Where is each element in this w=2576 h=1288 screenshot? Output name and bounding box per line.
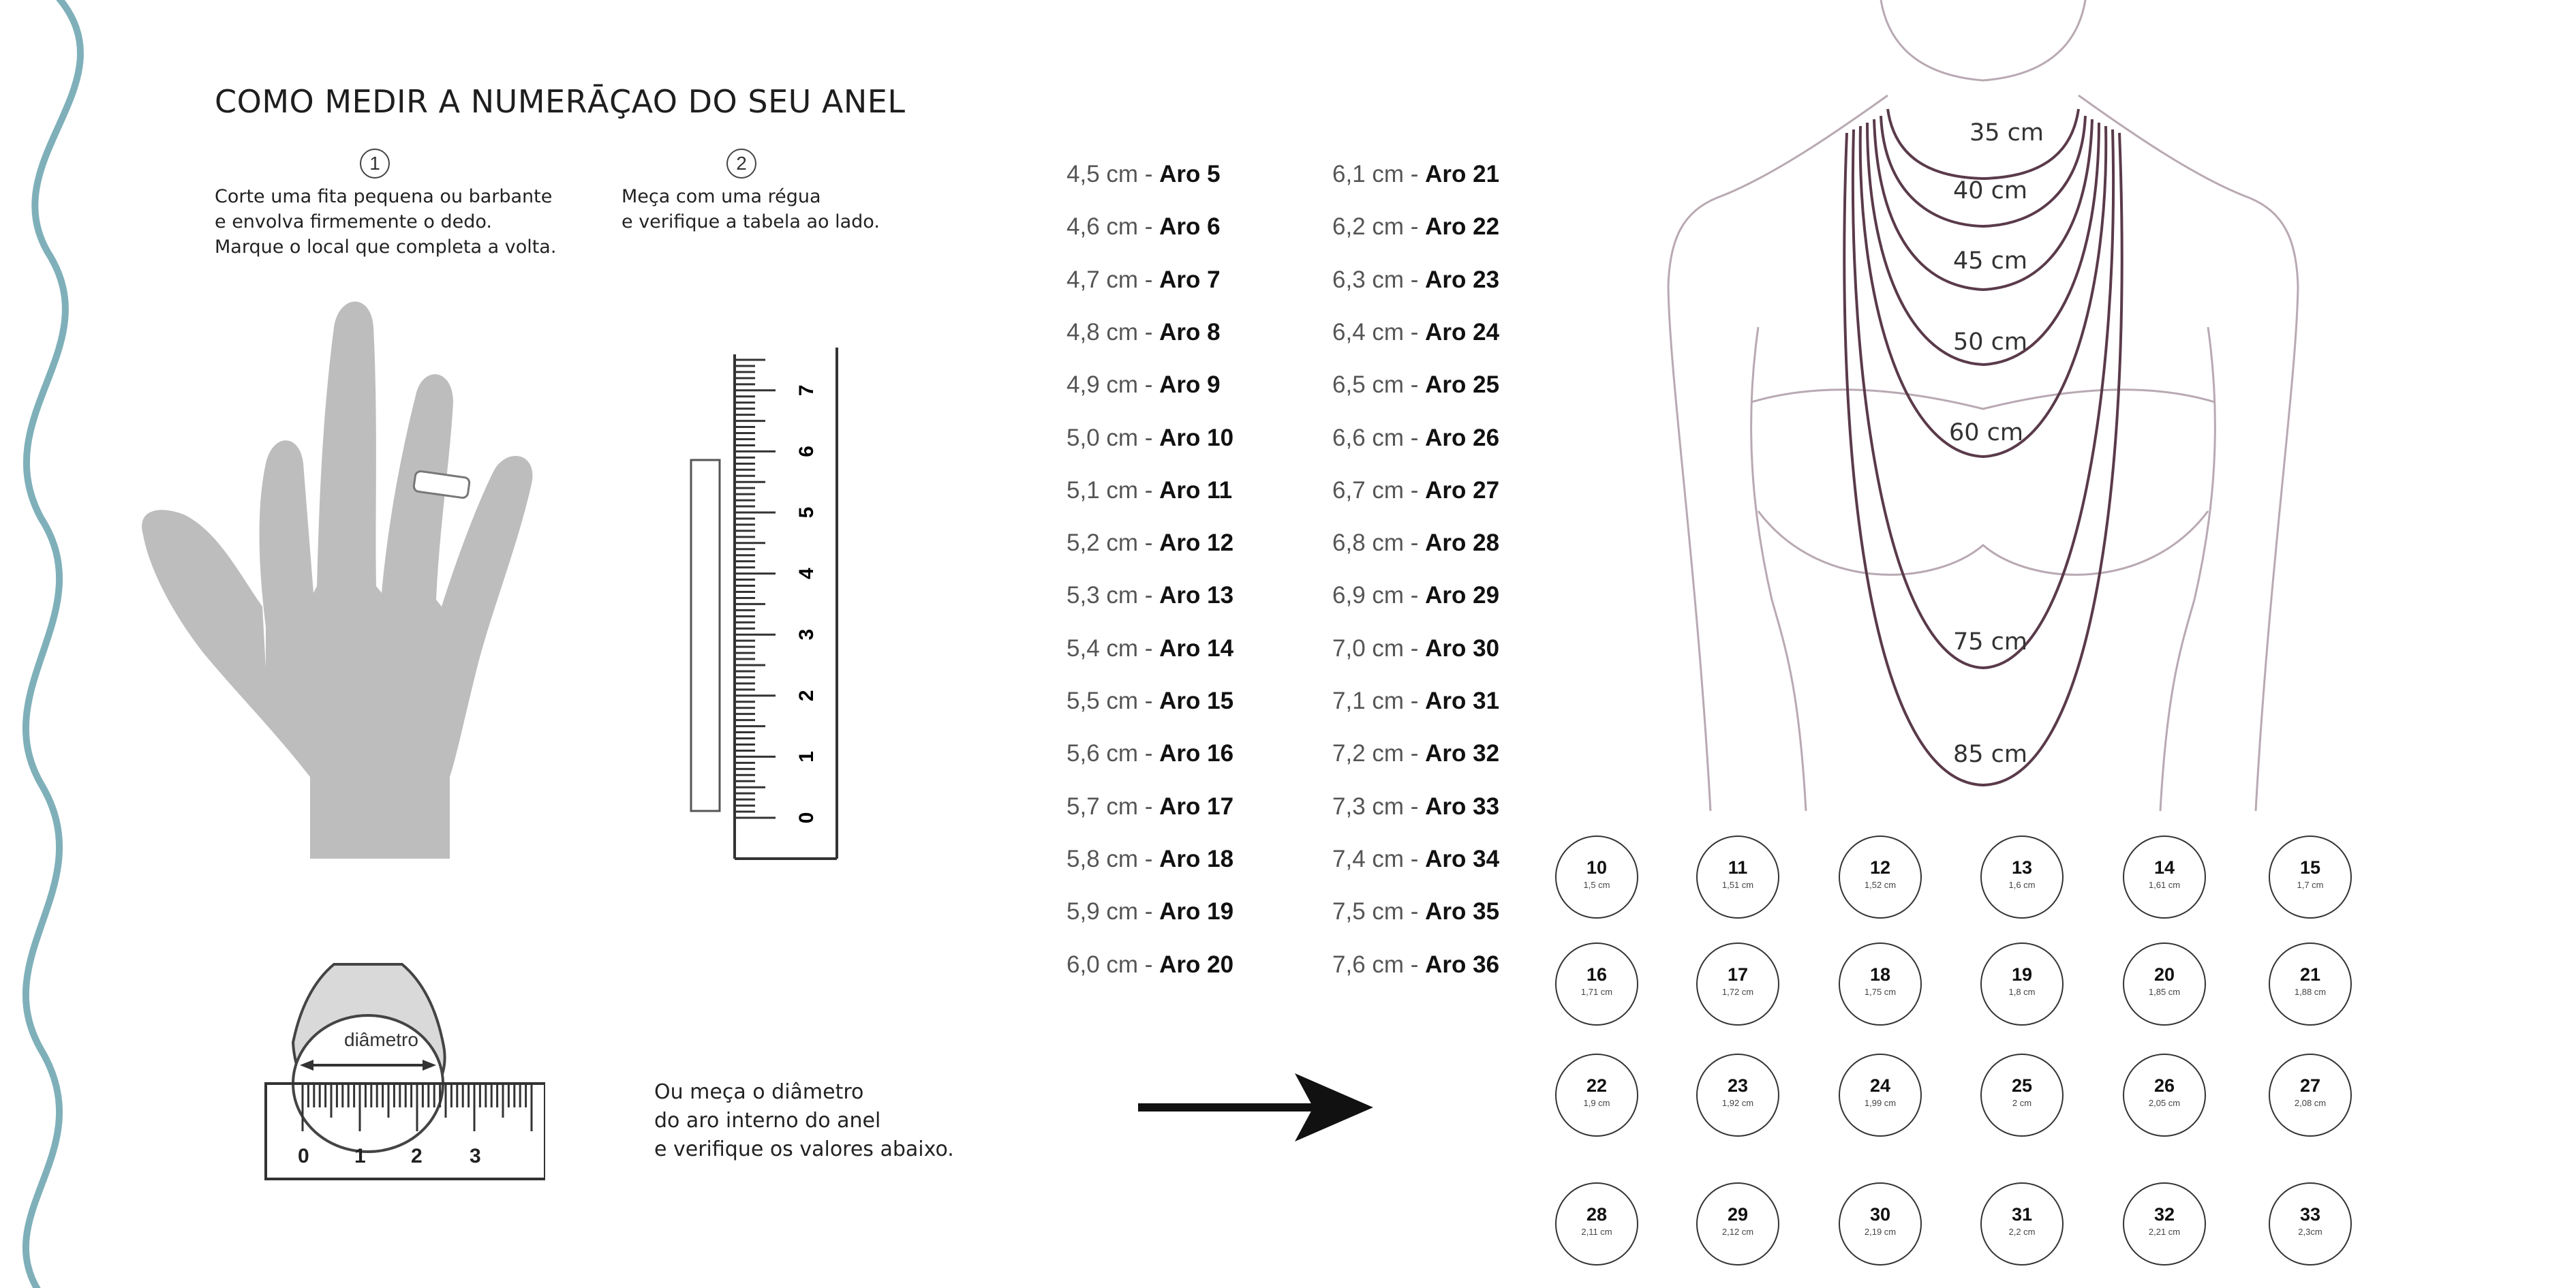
ring-size-circle [1555, 942, 1638, 1026]
size-measure: 7,5 cm - [1332, 898, 1426, 925]
size-aro: Aro 36 [1425, 951, 1500, 978]
ruler-number: 7 [795, 384, 818, 397]
ring-size-number: 27 [2299, 1075, 2321, 1096]
ring-size-number: 13 [2011, 857, 2033, 878]
necklace-label-60: 60 cm [1949, 419, 2023, 446]
size-row [1332, 425, 1499, 452]
necklace-label-35: 35 cm [1969, 119, 2044, 147]
ring-size-number: 24 [1869, 1075, 1891, 1096]
size-row [1067, 530, 1233, 557]
size-row [1332, 635, 1499, 662]
size-row [1067, 425, 1233, 452]
alternative-method-text: Ou meça o diâmetro do aro interno do anel e verifique os valores abaixo. [654, 1080, 954, 1161]
size-aro: Aro 24 [1425, 318, 1500, 346]
ruler-illustration [681, 341, 859, 872]
ruler-number: 0 [795, 812, 818, 824]
ring-size-circle [1980, 1182, 2064, 1266]
size-measure: 7,4 cm - [1332, 845, 1426, 872]
diameter-label: diâmetro [344, 1029, 418, 1050]
ring-size-circle [2123, 1182, 2206, 1266]
size-row [1332, 213, 1499, 241]
ring-size-circle [1839, 1054, 1922, 1137]
ring-size-circle [1980, 942, 2064, 1026]
size-aro: Aro 6 [1159, 213, 1221, 241]
ring-size-number: 11 [1728, 857, 1748, 878]
size-aro: Aro 35 [1425, 898, 1500, 925]
size-measure: 5,8 cm - [1067, 845, 1160, 872]
size-measure: 7,3 cm - [1332, 793, 1426, 820]
ring-size-circle [1555, 1054, 1638, 1137]
size-measure: 6,8 cm - [1332, 530, 1426, 557]
size-row [1067, 266, 1221, 294]
ring-size-number: 26 [2153, 1075, 2175, 1096]
ring-size-circle [2269, 942, 2352, 1026]
size-measure: 7,0 cm - [1332, 634, 1426, 662]
ring-size-circle [1696, 942, 1779, 1026]
ring-size-circle [1555, 1182, 1638, 1266]
size-measure: 5,7 cm - [1067, 793, 1160, 820]
size-aro: Aro 26 [1425, 424, 1500, 451]
ring-size-circle [1696, 1054, 1779, 1137]
ring-size-number: 22 [1586, 1075, 1608, 1096]
ring-size-diameter: 2 cm [2012, 1098, 2032, 1108]
size-aro: Aro 34 [1425, 845, 1500, 872]
size-aro: Aro 32 [1425, 740, 1500, 767]
size-measure: 6,7 cm - [1332, 476, 1426, 504]
size-row [1067, 951, 1233, 979]
ring-size-circle [2123, 835, 2206, 919]
size-aro: Aro 30 [1425, 634, 1500, 662]
ring-size-number: 12 [1869, 857, 1891, 878]
size-row [1067, 371, 1221, 399]
ring-size-diameter: 2,19 cm [1864, 1227, 1897, 1237]
size-row [1332, 951, 1499, 979]
ring-size-diameter: 2,11 cm [1581, 1227, 1612, 1237]
size-aro: Aro 7 [1159, 266, 1221, 293]
size-row [1067, 161, 1221, 188]
size-measure: 6,2 cm - [1332, 213, 1426, 241]
ruler-number: 5 [795, 506, 818, 519]
size-row [1067, 213, 1221, 241]
size-measure: 6,5 cm - [1332, 371, 1426, 399]
size-measure: 5,6 cm - [1067, 740, 1160, 767]
size-measure: 4,6 cm - [1067, 213, 1160, 241]
size-measure: 5,4 cm - [1067, 634, 1160, 662]
arrow-icon [1135, 1070, 1380, 1145]
size-measure: 5,9 cm - [1067, 898, 1160, 925]
ring-size-number: 31 [2011, 1204, 2033, 1225]
size-row [1067, 319, 1221, 346]
size-measure: 5,3 cm - [1067, 582, 1160, 609]
ring-size-diameter: 2,2 cm [2008, 1227, 2036, 1237]
necklace-label-85: 85 cm [1953, 741, 2027, 768]
size-measure: 6,0 cm - [1067, 951, 1160, 978]
size-measure: 5,1 cm - [1067, 476, 1160, 504]
size-row [1332, 793, 1499, 821]
ring-size-circle [1696, 1182, 1779, 1266]
diameter-ruler-label-2: 2 [411, 1145, 423, 1167]
size-measure: 6,9 cm - [1332, 582, 1426, 609]
ring-size-diameter: 2,12 cm [1721, 1227, 1754, 1237]
diameter-ruler-label-0: 0 [298, 1145, 309, 1167]
ring-size-number: 25 [2011, 1075, 2033, 1096]
ring-size-number: 23 [1727, 1075, 1749, 1096]
size-measure: 4,7 cm - [1067, 266, 1160, 293]
ruler-number: 2 [795, 690, 818, 702]
size-aro: Aro 15 [1159, 688, 1234, 714]
size-measure: 4,9 cm - [1067, 371, 1160, 399]
size-aro: Aro 28 [1425, 530, 1500, 557]
ruler-number: 3 [795, 628, 818, 641]
size-aro: Aro 23 [1425, 266, 1500, 293]
ring-size-circle [2269, 1054, 2352, 1137]
ring-size-circle [2269, 1182, 2352, 1266]
size-aro: Aro 16 [1159, 740, 1234, 767]
ring-size-diameter: 1,88 cm [2294, 987, 2327, 997]
step-2-text: Meça com uma régua e verifique a tabela ao lado. [622, 186, 880, 232]
ring-size-number: 16 [1586, 964, 1608, 985]
size-row [1067, 740, 1233, 767]
ring-size-diameter: 1,85 cm [2148, 987, 2181, 997]
ring-size-number: 33 [2299, 1204, 2321, 1225]
ring-size-number: 15 [2299, 857, 2321, 878]
size-measure: 7,1 cm - [1332, 688, 1426, 714]
ring-size-number: 21 [2299, 964, 2321, 985]
step-2-number: 2 [726, 149, 756, 179]
ring-size-diameter: 2,08 cm [2294, 1098, 2327, 1108]
decorative-wave [0, 0, 136, 1288]
ring-size-number: 29 [1727, 1204, 1749, 1225]
ruler-number: 1 [795, 751, 818, 763]
size-aro: Aro 5 [1159, 161, 1221, 187]
ring-size-circle [2123, 942, 2206, 1026]
size-measure: 5,0 cm - [1067, 424, 1160, 451]
size-aro: Aro 17 [1159, 793, 1234, 820]
ring-size-circle [1839, 835, 1922, 919]
size-aro: Aro 33 [1425, 793, 1500, 820]
size-aro: Aro 8 [1159, 318, 1221, 346]
ring-size-circle [1980, 1054, 2064, 1137]
size-row [1332, 688, 1499, 715]
ring-size-diameter: 1,71 cm [1580, 987, 1613, 997]
ring-size-number: 18 [1869, 964, 1891, 985]
size-measure: 6,6 cm - [1332, 424, 1426, 451]
ring-size-number: 19 [2011, 964, 2033, 985]
size-aro: Aro 27 [1425, 476, 1500, 504]
ring-size-circle [1980, 835, 2064, 919]
size-aro: Aro 31 [1425, 688, 1500, 714]
ring-size-circle [2269, 835, 2352, 919]
size-row [1067, 477, 1232, 504]
necklace-label-45: 45 cm [1953, 247, 2027, 275]
size-aro: Aro 22 [1425, 213, 1500, 241]
size-aro: Aro 20 [1159, 951, 1234, 978]
size-measure: 5,5 cm - [1067, 688, 1160, 714]
ring-size-circle [2123, 1054, 2206, 1137]
size-row [1332, 846, 1499, 873]
ring-size-diameter: 1,52 cm [1864, 880, 1897, 890]
ruler-number: 6 [795, 446, 818, 457]
step-1-number: 1 [360, 149, 390, 179]
diameter-ruler-label-3: 3 [470, 1145, 481, 1167]
size-row [1067, 846, 1233, 873]
size-aro: Aro 21 [1425, 161, 1500, 187]
size-row [1067, 582, 1233, 609]
necklace-label-75: 75 cm [1953, 628, 2027, 656]
size-row [1332, 740, 1499, 767]
size-aro: Aro 25 [1425, 371, 1500, 399]
size-aro: Aro 29 [1425, 582, 1500, 609]
size-measure: 6,3 cm - [1332, 266, 1426, 293]
ring-size-diameter: 1,61 cm [2148, 880, 2181, 890]
ring-size-circle [1555, 835, 1638, 919]
size-measure: 7,2 cm - [1332, 740, 1426, 767]
ring-size-diameter: 1,6 cm [2008, 880, 2036, 890]
size-aro: Aro 13 [1159, 582, 1234, 609]
ring-size-diameter: 2,05 cm [2148, 1098, 2181, 1108]
necklace-label-40: 40 cm [1953, 177, 2027, 204]
page-title: COMO MEDIR A NUMERĀÇAO DO SEU ANEL [215, 83, 906, 120]
ring-size-number: 32 [2153, 1204, 2175, 1225]
ring-size-diameter: 2,21 cm [2148, 1227, 2181, 1237]
size-aro: Aro 11 [1159, 476, 1233, 504]
ring-size-diameter: 1,99 cm [1864, 1098, 1897, 1108]
ring-size-diameter: 1,7 cm [2297, 880, 2324, 890]
size-row [1332, 477, 1499, 504]
ring-size-number: 10 [1586, 857, 1608, 878]
ring-size-diameter: 1,5 cm [1583, 880, 1610, 890]
size-measure: 4,8 cm - [1067, 318, 1160, 346]
diameter-ruler-label-1: 1 [354, 1145, 366, 1167]
size-measure: 6,1 cm - [1332, 161, 1426, 187]
ring-size-diameter: 1,9 cm [1583, 1098, 1610, 1108]
size-row [1332, 161, 1499, 188]
ring-size-circle [1839, 1182, 1922, 1266]
ring-size-circle [1696, 835, 1779, 919]
size-row [1332, 266, 1499, 294]
size-measure: 6,4 cm - [1332, 318, 1426, 346]
ring-size-diameter: 2,3cm [2298, 1227, 2322, 1237]
size-aro: Aro 18 [1159, 845, 1234, 872]
size-aro: Aro 14 [1159, 634, 1234, 662]
size-row [1332, 371, 1499, 399]
size-row [1332, 582, 1499, 609]
ring-size-diameter: 1,51 cm [1721, 880, 1754, 890]
ring-size-diameter: 1,75 cm [1864, 987, 1897, 997]
ring-size-diameter: 1,8 cm [2008, 987, 2036, 997]
size-row [1332, 319, 1499, 346]
size-row [1067, 793, 1233, 821]
ring-size-number: 28 [1586, 1204, 1608, 1225]
size-measure: 4,5 cm - [1067, 161, 1160, 187]
ring-size-number: 30 [1869, 1204, 1891, 1225]
size-row [1067, 635, 1233, 662]
step-1-text: Corte uma fita pequena ou barbante e envolva firmemente o dedo. Marque o local que completa a volta. [215, 186, 557, 258]
size-row [1067, 688, 1233, 715]
ruler-number: 4 [795, 568, 818, 579]
size-aro: Aro 10 [1159, 424, 1234, 451]
ring-size-diameter: 1,92 cm [1721, 1098, 1754, 1108]
size-aro: Aro 9 [1159, 371, 1221, 399]
size-measure: 5,2 cm - [1067, 530, 1160, 557]
size-aro: Aro 19 [1159, 898, 1234, 925]
necklace-label-50: 50 cm [1953, 328, 2027, 356]
size-measure: 7,6 cm - [1332, 951, 1426, 978]
size-aro: Aro 12 [1159, 530, 1234, 557]
ring-size-diameter: 1,72 cm [1721, 987, 1754, 997]
ring-size-number: 20 [2153, 964, 2175, 985]
hand-illustration [136, 286, 572, 865]
size-row [1332, 898, 1499, 925]
size-row [1067, 898, 1233, 925]
ring-size-circle [1839, 942, 1922, 1026]
ring-size-number: 17 [1727, 964, 1749, 985]
ring-size-number: 14 [2153, 857, 2175, 878]
size-row [1332, 530, 1499, 557]
